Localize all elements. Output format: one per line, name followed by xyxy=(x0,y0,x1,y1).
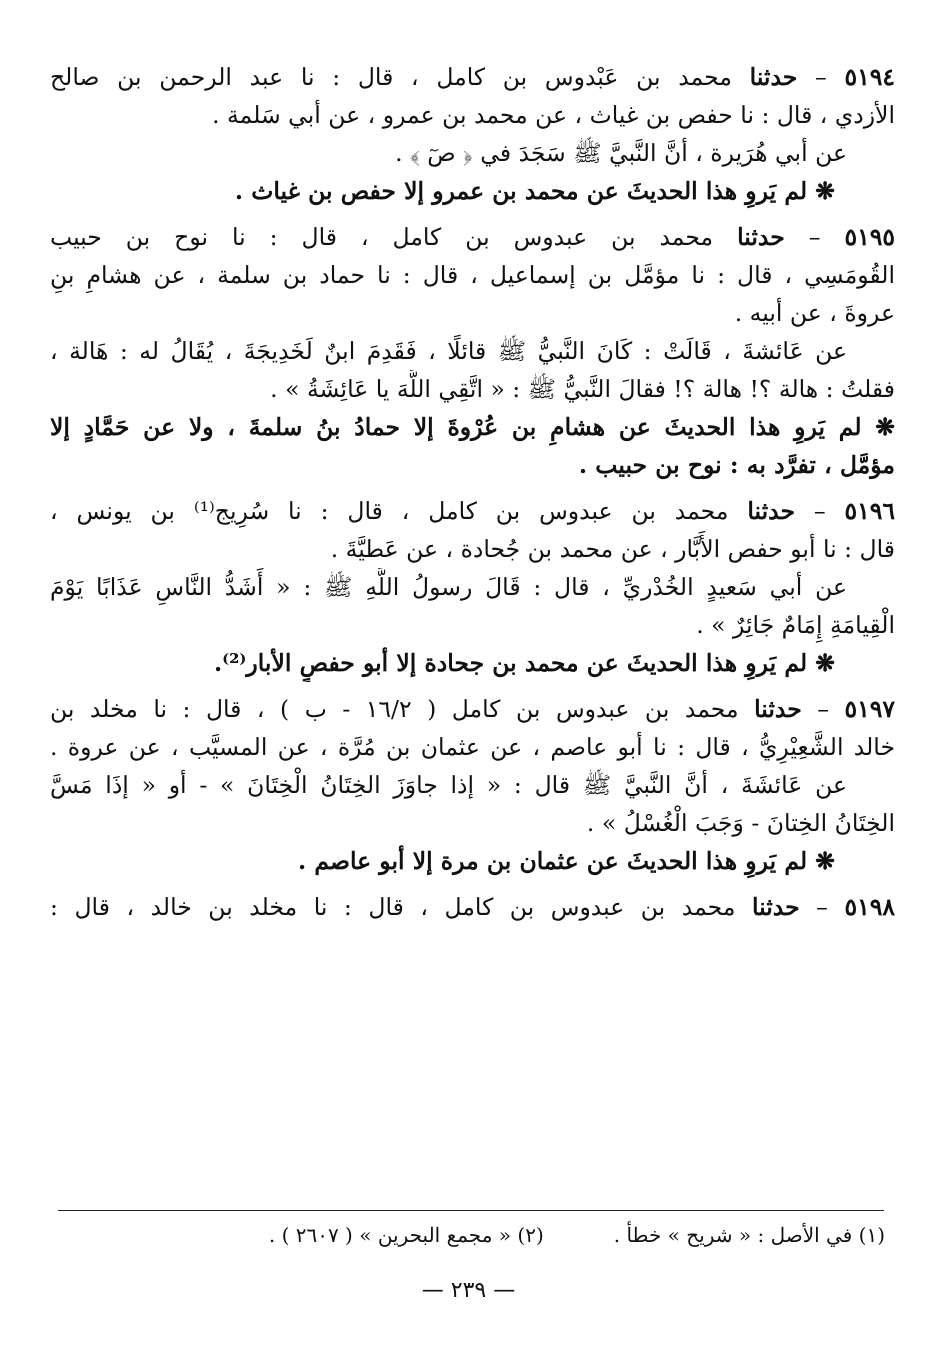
hadith-number: ٥١٩٤ xyxy=(844,63,895,91)
hadith-lead: حدثنا xyxy=(751,893,800,921)
hadith-5195 xyxy=(50,218,895,484)
hadith-lead: حدثنا xyxy=(749,63,798,91)
matn-line: عن عَائشَةَ ، أنَّ النَّبيَّ ﷺ قال : « إذا جاوَزَ الخِتَانُ الْخِتَانَ » - أو « إذَا مَسَّ xyxy=(50,771,847,799)
isnad-text: محمد بن عبدوس بن كامل ( ١٦/٢ - ب ) ، قال : نا مخلد بن xyxy=(50,695,739,723)
isnad-line: الأزدي ، قال : نا حفص بن غياث ، عن محمد بن عمرو ، عن أبي سَلمة . xyxy=(212,101,895,129)
matn-line: عن أبي سَعيدٍ الخُدْريِّ ، قال : قَالَ رسولُ اللَّهِ ﷺ : « أَشَدُّ النَّاسِ عَذَابًا يَوْمَ xyxy=(50,573,847,601)
hadith-5197 xyxy=(50,690,895,880)
isnad-text: محمد بن عبدوس بن كامل ، قال : نا نوح بن حبيب xyxy=(50,223,714,251)
isnad-line: عروةَ ، عن أبيه . xyxy=(734,299,895,327)
hadith-number: ٥١٩٧ xyxy=(844,695,895,723)
hadith-5196 xyxy=(50,492,895,682)
isnad-line: ٥١٩٥ – حدثنا محمد بن عبدوس بن كامل ، قال : نا نوح بن حبيب xyxy=(50,223,895,251)
isnad-line: خالد الشَّعِيْرِيُّ ، قال : نا أبو عاصم ، عن عثمان بن مُرَّة ، عن المسيَّب ، عن عروة . xyxy=(50,733,895,761)
isnad-line: القُومَسِي ، قال : نا مؤمَّل بن إسماعيل ، قال : نا حماد بن سلمة ، عن هشامِ بنِ xyxy=(50,261,895,289)
hadith-5198 xyxy=(50,888,895,926)
hadith-5194 xyxy=(50,58,895,210)
isnad-text: محمد بن عَبْدوس بن كامل ، قال : نا عبد الرحمن بن صالح xyxy=(50,63,732,91)
footnote-2: (٢) « مجمع البحرين » ( ٢٦٠٧ ) . xyxy=(268,1223,544,1247)
matn-line: الْقِيامَةِ إِمَامٌ جَائِرٌ » . xyxy=(696,611,895,639)
isnad-line: قال : نا أبو حفص الأَبَّار ، عن محمد بن جُحادة ، عن عَطيَّةَ . xyxy=(330,535,895,563)
isnad-text: محمد بن عبدوس بن كامل ، قال : نا سُرِيج⁽¹⁾ بن يونس ، xyxy=(50,497,729,525)
hadith-lead: حدثنا xyxy=(747,497,795,525)
footnotes xyxy=(70,1220,885,1250)
hadith-note: مؤمَّل ، تفرَّد به : نوح بن حبيب . xyxy=(578,451,895,479)
hadith-note: ❋ لم يَروِ هذا الحديثَ عن هشامِ بن عُرْوةَ إلا حمادُ بنُ سلمةَ ، ولا عن حَمَّادٍ إلا xyxy=(50,413,895,441)
hadith-note: ❋ لم يَروِ هذا الحديثَ عن محمد بن جحادة إلا أبو حفصٍ الأبار⁽²⁾. xyxy=(213,649,835,677)
footnote-1: (١) في الأصل : « شريح » خطأ . xyxy=(613,1223,885,1247)
footnote-divider xyxy=(58,1210,884,1211)
hadith-number: ٥١٩٥ xyxy=(844,223,895,251)
isnad-text: محمد بن عبدوس بن كامل ، قال : نا مخلد بن خالد ، قال : xyxy=(50,893,736,921)
isnad-line: ٥١٩٨ – حدثنا محمد بن عبدوس بن كامل ، قال : نا مخلد بن خالد ، قال : xyxy=(50,893,895,921)
hadith-lead: حدثنا xyxy=(737,223,785,251)
page-number: — ٢٣٩ — xyxy=(421,1278,516,1303)
hadith-number: ٥١٩٨ xyxy=(844,893,895,921)
hadith-number: ٥١٩٦ xyxy=(844,497,895,525)
hadith-note: ❋ لم يَروِ هذا الحديثَ عن محمد بن عمرو إلا حفص بن غياث . xyxy=(234,177,835,205)
matn-line: عن أبي هُرَيرة ، أنَّ النَّبيَّ ﷺ سَجَدَ في ﴿ صٓ ﴾ . xyxy=(395,139,847,167)
matn-line: فقلتُ : هالة ؟! هالة ؟! فقالَ النَّبيُّ ﷺ : « اتَّقِي اللَّهَ يا عَائِشَةُ » . xyxy=(270,375,895,403)
hadith-note: ❋ لم يَروِ هذا الحديثَ عن عثمان بن مرة إلا أبو عاصم . xyxy=(297,847,835,875)
isnad-line: ٥١٩٧ – حدثنا محمد بن عبدوس بن كامل ( ١٦/٢ - ب ) ، قال : نا مخلد بن xyxy=(50,695,895,723)
matn-line: الخِتَانُ الخِتانَ - وَجَبَ الْغُسْلُ » . xyxy=(586,809,895,837)
main-text xyxy=(50,58,895,926)
isnad-line: ٥١٩٦ – حدثنا محمد بن عبدوس بن كامل ، قال : نا سُرِيج⁽¹⁾ بن يونس ، xyxy=(50,497,895,525)
matn-line: عن عَائشةَ ، قَالَتْ : كَانَ النَّبيُّ ﷺ قائلًا ، فَقَدِمَ ابنٌ لَخَدِيجَةَ ، يُقَالُ له : هَالة ، xyxy=(50,337,847,365)
hadith-lead: حدثنا xyxy=(754,695,802,723)
isnad-line: ٥١٩٤ – حدثنا محمد بن عَبْدوس بن كامل ، قال : نا عبد الرحمن بن صالح xyxy=(50,63,895,91)
